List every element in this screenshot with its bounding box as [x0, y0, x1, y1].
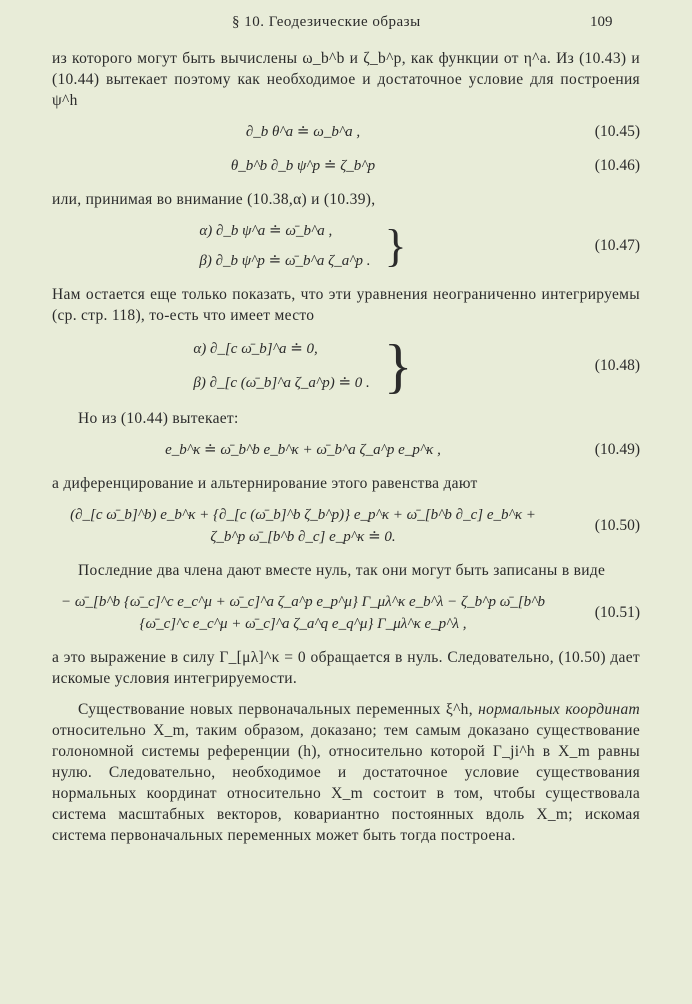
right-brace-10-47: } [384, 220, 407, 271]
equation-10-51: − ω̄_[b^b {ω̄_c]^c e_c^μ + ω̄_c]^a ζ_a^p e_p^μ} Γ_μλ^κ e_b^λ − ζ_b^p ω̄_[b^b {ω̄_c]^c e_c^μ + ω̄_c]^a ζ_a^q e_q^μ} Γ_μλ^κ e_p^λ , [61, 594, 545, 632]
equation-row-10-46 [52, 155, 640, 177]
equation-number-10-45: (10.45) [594, 123, 640, 140]
paragraph-3: Нам остается еще только показать, что эти уравнения неограниченно интегрируемы (ср. стр. 118), то-есть что имеет место [52, 286, 640, 324]
equation-10-47-alpha: α) ∂_b ψ^a ≐ ω̄_b^a , [199, 223, 333, 239]
equation-row-10-48 [52, 333, 640, 399]
term-normal-coordinates: нормальных координат [478, 701, 640, 718]
equation-number-10-51: (10.51) [594, 604, 640, 621]
section-title: § 10. Геодезические образы [232, 14, 421, 30]
equation-number-10-48: (10.48) [594, 357, 640, 374]
paragraph-8-start: Существование новых первоначальных переменных ξ^h, [78, 701, 479, 718]
equation-row-10-47 [52, 220, 640, 272]
equation-row-10-45 [52, 121, 640, 143]
paragraph-8-rest: относительно X_m, таким образом, доказано; тем самым доказано существование голономной системы референции (h), относительно которой Γ_ji^h в X_m равны нулю. Следовательно, необходимое и достаточное условие существования нормальных координат относительно X_m состоит в том, чтобы существовала система масштабных векторов, ковариантно постоянных вдоль X_m; искомая система первоначальных переменных может быть тогда построена. [52, 722, 640, 844]
page-number: 109 [590, 14, 613, 30]
paragraph-5: а диференцирование и альтернирование этого равенства дают [52, 475, 478, 492]
equation-number-10-49: (10.49) [594, 441, 640, 458]
page-body [52, 36, 640, 846]
equation-10-50: (∂_[c ω̄_b]^b) e_b^κ + {∂_[c (ω̄_b]^b ζ_b^p)} e_p^κ + ω̄_[b^b ∂_c] e_b^κ + ζ_b^p ω̄_[b^b ∂_c] e_p^κ ≐ 0. [70, 507, 536, 545]
equation-row-10-49 [52, 439, 640, 461]
equation-10-49: e_b^κ ≐ ω̄_b^b e_b^κ + ω̄_b^a ζ_a^p e_p^κ , [165, 442, 441, 458]
paragraph-4: Но из (10.44) вытекает: [78, 410, 239, 427]
equation-10-47-beta: β) ∂_b ψ^p ≐ ω̄_b^a ζ_a^p . [199, 253, 371, 269]
equation-number-10-47: (10.47) [594, 237, 640, 254]
paragraph-2: или, принимая во внимание (10.38,α) и (10.39), [52, 191, 376, 208]
paragraph-7: а это выражение в силу Γ_[μλ]^κ = 0 обращается в нуль. Следовательно, (10.50) дает искомые условия интегрируемости. [52, 649, 640, 687]
equation-10-48-alpha: α) ∂_[c ω̄_b]^a ≐ 0, [193, 341, 318, 357]
paragraph-8 [52, 699, 640, 846]
equation-10-46: θ_b^b ∂_b ψ^p ≐ ζ_b^p [230, 158, 376, 174]
running-header [0, 0, 692, 36]
paragraph-6: Последние два члена дают вместе нуль, так они могут быть записаны в виде [78, 562, 606, 579]
equation-row-10-50 [52, 504, 640, 548]
equation-number-10-46: (10.46) [594, 157, 640, 174]
equation-row-10-51 [52, 591, 640, 635]
paragraph-1: из которого могут быть вычислены ω_b^b и ζ_b^p, как функции от η^a. Из (10.43) и (10.44) вытекает поэтому как необходимое и достаточное условие для построения ψ^h [52, 50, 640, 109]
right-brace-10-48: } [383, 333, 413, 399]
equation-10-48-beta: β) ∂_[c (ω̄_b]^a ζ_a^p) ≐ 0 . [193, 375, 370, 391]
equation-10-45: ∂_b θ^a ≐ ω_b^a , [245, 124, 361, 140]
equation-number-10-50: (10.50) [594, 517, 640, 534]
